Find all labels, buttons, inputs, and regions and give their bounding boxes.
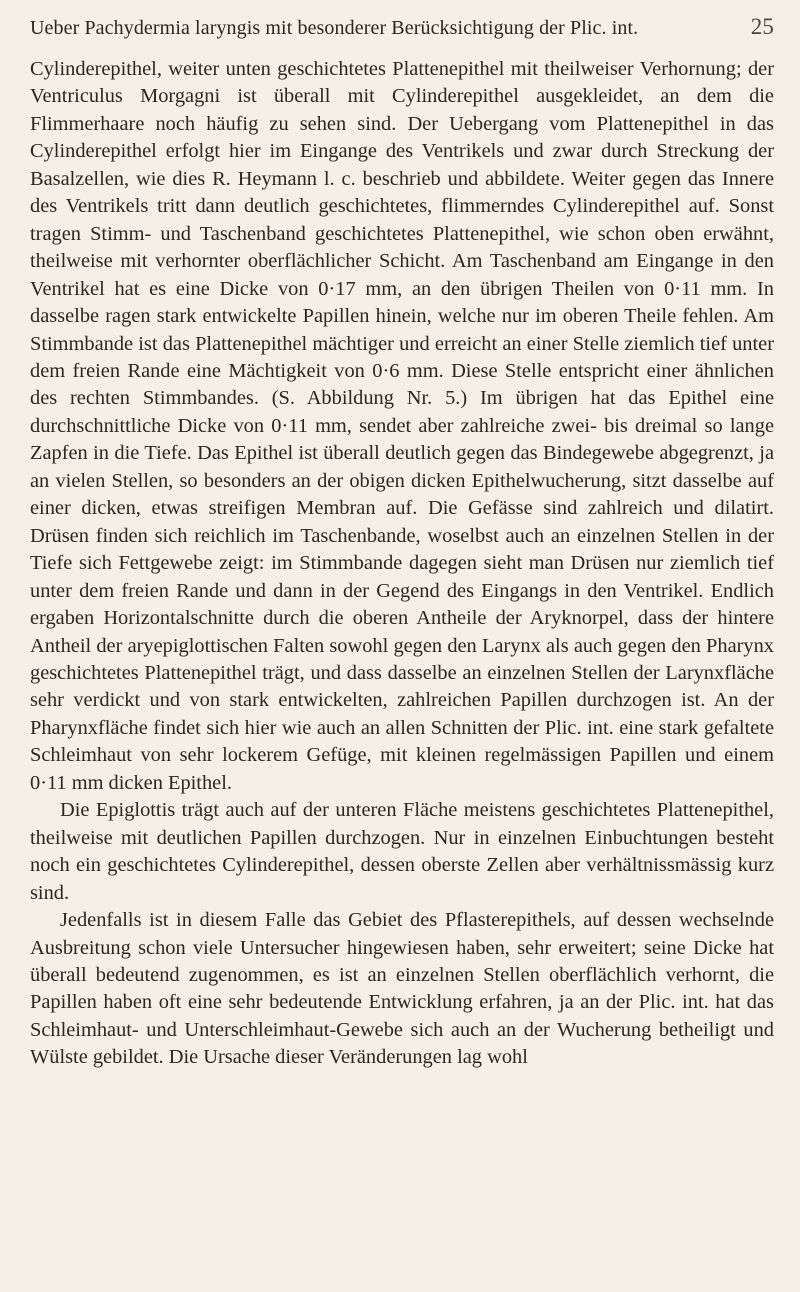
page-number: 25 xyxy=(750,14,774,39)
book-page xyxy=(30,14,774,1072)
running-title: Ueber Pachydermia laryngis mit besonderer Berücksichtigung der Plic. int. xyxy=(30,17,639,39)
paragraph-2: Die Epiglottis trägt auch auf der unteren Fläche meistens geschichtetes Plattenepithel, theilweise mit deutlichen Papillen durchzogen. Nur in einzelnen Einbuchtungen besteht noch ein geschichtetes Cylinderepithel, dessen oberste Zellen aber verhältnissmässig kurz sind. xyxy=(30,799,774,904)
paragraph-3: Jedenfalls ist in diesem Falle das Gebiet des Pflasterepithels, auf dessen wechselnde Ausbreitung schon viele Untersucher hingewiesen haben, sehr erweitert; seine Dicke hat überall bedeutend zugenommen, es ist an einzelnen Stellen oberflächlich verhornt, die Papillen haben oft eine sehr bedeutende Entwicklung erfahren, ja an der Plic. int. hat das Schleimhaut- und Unterschleimhaut-Gewebe sich auch an der Wucherung betheiligt und Wülste gebildet. Die Ursache dieser Veränderungen lag wohl xyxy=(30,909,774,1069)
body-text xyxy=(30,56,774,1072)
paragraph-1: Cylinderepithel, weiter unten geschichtetes Plattenepithel mit theilweiser Verhornung; der Ventriculus Morgagni ist überall mit Cylinderepithel ausgekleidet, an dem die Flimmerhaare noch häufig zu sehen sind. Der Uebergang vom Plattenepithel in das Cylinderepithel erfolgt hier im Eingange des Ventrikels und zwar durch Streckung der Basalzellen, wie dies R. Heymann l. c. beschrieb und abbildete. Weiter gegen das Innere des Ventrikels tritt dann deutlich geschichtetes, flimmerndes Cylinderepithel auf. Sonst tragen Stimm- und Taschenband geschichtetes Plattenepithel, wie schon oben erwähnt, theilweise mit verhornter oberflächlicher Schicht. Am Taschenband am Eingange in den Ventrikel hat es eine Dicke von 0·17 mm, an den übrigen Theilen von 0·11 mm. In dasselbe ragen stark entwickelte Papillen hinein, welche nur im oberen Theile fehlen. Am Stimmbande ist das Plattenepithel mächtiger und erreicht an einer Stelle ziemlich tief unter dem freien Rande eine Mächtigkeit von 0·6 mm. Diese Stelle entspricht einer ähnlichen des rechten Stimmbandes. (S. Abbildung Nr. 5.) Im übrigen hat das Epithel eine durchschnittliche Dicke von 0·11 mm, sendet aber zahlreiche zwei- bis dreimal so lange Zapfen in die Tiefe. Das Epithel ist überall deutlich gegen das Bindegewebe abgegrenzt, ja an vielen Stellen, so besonders an der obigen dicken Epithelwucherung, sitzt dasselbe auf einer dicken, etwas streifigen Membran auf. Die Gefässe sind zahlreich und dilatirt. Drüsen finden sich reichlich im Taschenbande, woselbst auch an einzelnen Stellen in der Tiefe sich Fettgewebe zeigt: im Stimmbande dagegen sieht man Drüsen nur ziemlich tief unter dem freien Rande und dann in der Gegend des Eingangs in den Ventrikel. Endlich ergaben Horizontalschnitte durch die oberen Antheile der Aryknorpel, dass der hintere Antheil der aryepiglottischen Falten sowohl gegen den Larynx als auch gegen den Pharynx geschichtetes Plattenepithel trägt, und dass dasselbe an einzelnen Stellen der Larynxfläche sehr verdickt und von stark entwickelten, zahlreichen Papillen durchzogen ist. An der Pharynxfläche findet sich hier wie auch an allen Schnitten der Plic. int. eine stark gefaltete Schleimhaut von sehr lockerem Gefüge, mit kleinen regelmässigen Papillen und einem 0·11 mm dicken Epithel. xyxy=(30,58,774,794)
running-head xyxy=(30,14,774,48)
